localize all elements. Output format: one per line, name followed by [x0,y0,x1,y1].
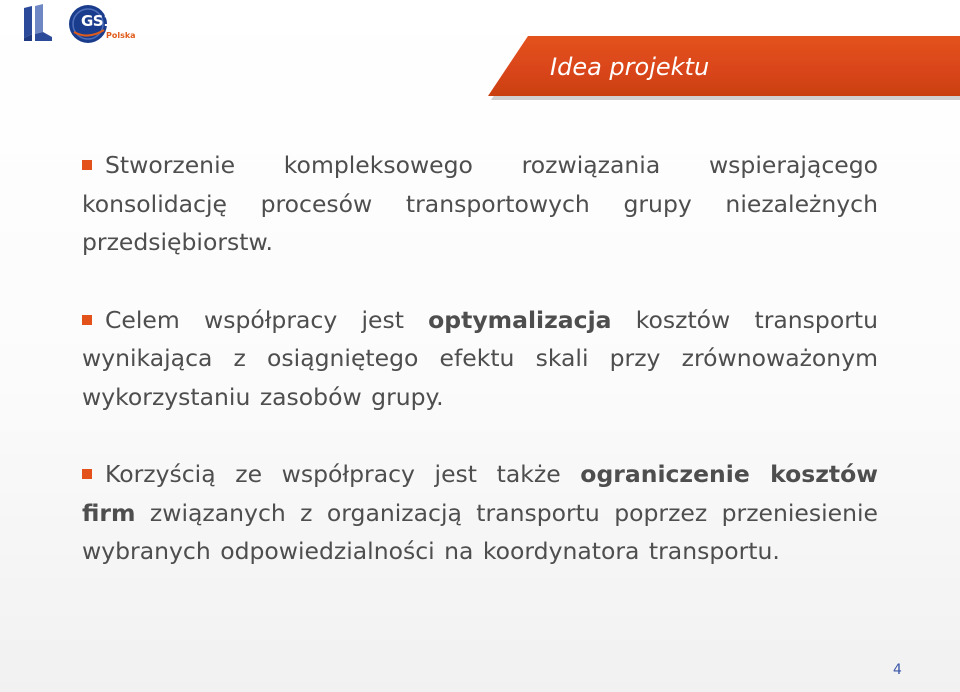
page-number: 4 [893,662,902,678]
bullet-item-2 [82,301,878,417]
bullet-text-bold: optymalizacja [428,305,612,334]
bullet-text-bold: ograniczenie kosztów firm [82,460,879,527]
bullet-text: związanych z organizacją transportu poprzez przeniesienie wybranych odpowiedzialności na koordynatora transportu. [82,498,878,565]
title-banner [488,36,960,96]
gs1-logo-text: GS1 [81,12,114,30]
slide-title: Idea projektu [550,53,710,81]
bullet-text: Celem współpracy jest [105,305,429,334]
bullet-list [82,146,878,571]
square-bullet-icon [82,160,92,170]
bullet-text: Korzyścią ze współpracy jest także [105,460,581,488]
bullet-item-3 [82,455,878,571]
gs1-logo-subtext: Polska [106,31,136,40]
square-bullet-icon [82,315,92,325]
bullet-item-1 [82,146,878,262]
il-logo-icon [22,4,56,42]
bullet-text: kosztów transportu wynikająca z osiągniętego efektu skali przy zrównoważonym wykorzystaniu zasobów grupy. [82,305,878,411]
bullet-text: Stworzenie kompleksowego rozwiązania wspierającego konsolidację procesów transportowych grupy niezależnych przedsiębiorstw. [82,151,878,256]
square-bullet-icon [82,469,92,479]
